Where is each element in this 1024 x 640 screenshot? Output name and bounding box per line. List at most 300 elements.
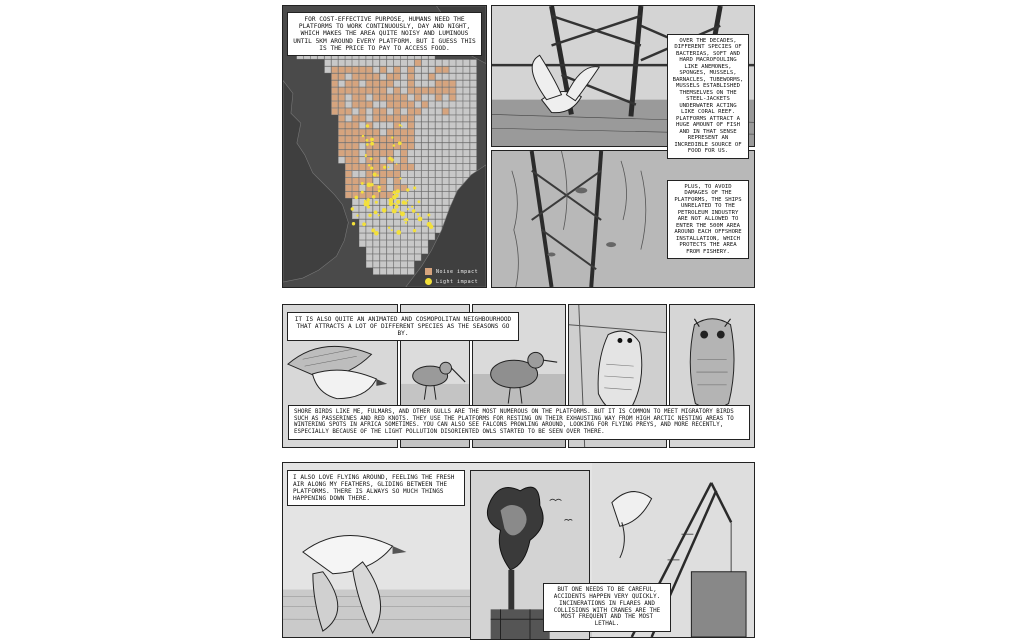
map-grid-cell [415, 87, 421, 93]
map-grid-cell [442, 150, 448, 156]
map-grid-cell [380, 129, 386, 135]
map-grid-cell [387, 150, 393, 156]
map-grid-cell [456, 101, 462, 107]
map-grid-cell [422, 233, 428, 239]
map-grid-cell [387, 67, 393, 73]
map-grid-cell [429, 199, 435, 205]
map-grid-cell [415, 101, 421, 107]
map-grid-cell [463, 157, 469, 163]
map-grid-cell [442, 143, 448, 149]
map-grid-cell [429, 150, 435, 156]
map-grid-cell [352, 74, 358, 80]
map-grid-cell [359, 164, 365, 170]
map-grid-cell [345, 192, 351, 198]
map-grid-cell [352, 157, 358, 163]
map-grid-cell [387, 240, 393, 246]
map-grid-cell [449, 80, 455, 86]
map-grid-cell [422, 87, 428, 93]
map-grid-cell [442, 164, 448, 170]
map-grid-cell [435, 94, 441, 100]
map-grid-cell [401, 87, 407, 93]
map-grid-cell [373, 108, 379, 114]
light-impact-dot [388, 166, 390, 168]
map-grid-cell [401, 254, 407, 260]
map-grid-cell [422, 129, 428, 135]
map-grid-cell [408, 150, 414, 156]
map-grid-cell [380, 87, 386, 93]
map-grid-cell [408, 101, 414, 107]
light-impact-dot [388, 157, 392, 161]
map-grid-cell [359, 101, 365, 107]
map-grid-cell [332, 80, 338, 86]
map-grid-cell [366, 219, 372, 225]
light-impact-dot [396, 230, 401, 235]
map-grid-cell [380, 60, 386, 66]
light-impact-dot [354, 196, 358, 200]
map-grid-cell [338, 143, 344, 149]
map-grid-cell [373, 80, 379, 86]
map-grid-cell [456, 122, 462, 128]
map-grid-cell [449, 74, 455, 80]
map-grid-cell [408, 247, 414, 253]
map-grid-cell [345, 164, 351, 170]
map-grid-cell [387, 60, 393, 66]
map-grid-cell [408, 143, 414, 149]
map-grid-cell [380, 178, 386, 184]
map-grid-cell [380, 219, 386, 225]
map-grid-cell [429, 206, 435, 212]
side-caption-protection: PLUS, TO AVOID DAMAGES OF THE PLATFORMS, THE SHIPS UNRELATED TO THE PETROLEUM INDUSTRY ARE NOT ALLOWED TO ENTER THE 500M AREA AROUND EACH OFFSHORE INSTALLATION, WHICH PROTECTS THE AREA FROM FISHERY. [667, 180, 749, 259]
map-grid-cell [380, 101, 386, 107]
map-grid-cell [394, 268, 400, 274]
legend-light-label: Light impact [436, 278, 479, 285]
map-grid-cell [401, 164, 407, 170]
map-grid-cell [345, 150, 351, 156]
map-grid-cell [429, 60, 435, 66]
map-grid-cell [415, 240, 421, 246]
light-impact-dot [370, 183, 373, 186]
light-impact-dot [351, 207, 354, 210]
map-grid-cell [380, 122, 386, 128]
map-grid-cell [422, 185, 428, 191]
map-grid-cell [470, 80, 476, 86]
map-grid-cell [401, 261, 407, 267]
map-grid-cell [366, 261, 372, 267]
map-grid-cell [387, 80, 393, 86]
gliding-caption: I ALSO LOVE FLYING AROUND, FEELING THE FRESH AIR ALONG MY FEATHERS, GLIDING BETWEEN THE PLATFORMS. THERE IS ALWAYS SO MUCH THINGS HAPPENING DOWN THERE. [287, 470, 465, 506]
light-impact-dot [405, 218, 408, 221]
map-grid-cell [359, 67, 365, 73]
map-grid-cell [422, 101, 428, 107]
map-grid-cell [352, 67, 358, 73]
map-grid-cell [345, 101, 351, 107]
map-grid-cell [435, 101, 441, 107]
map-grid-cell [463, 101, 469, 107]
map-grid-cell [415, 60, 421, 66]
map-grid-cell [415, 94, 421, 100]
map-grid-cell [415, 233, 421, 239]
map-grid-cell [332, 87, 338, 93]
light-impact-dot [396, 189, 400, 193]
map-grid-cell [380, 254, 386, 260]
map-grid-cell [345, 143, 351, 149]
map-grid-cell [352, 171, 358, 177]
map-grid-cell [456, 115, 462, 121]
map-grid-cell [325, 67, 331, 73]
map-grid-cell [415, 108, 421, 114]
map-grid-cell [366, 108, 372, 114]
map-grid-cell [429, 171, 435, 177]
map-grid-cell [352, 164, 358, 170]
map-grid-cell [338, 101, 344, 107]
map-grid-cell [422, 206, 428, 212]
map-grid-cell [408, 157, 414, 163]
map-grid-cell [442, 129, 448, 135]
accidents-caption: BUT ONE NEEDS TO BE CAREFUL, ACCIDENTS HAPPEN VERY QUICKLY. INCINERATIONS IN FLARES AND COLLISIONS WITH CRANES ARE THE MOST FREQUENT AND THE MOST LETHAL. [543, 583, 671, 632]
map-grid-cell [422, 178, 428, 184]
light-impact-dot [356, 214, 358, 216]
map-grid-cell [352, 60, 358, 66]
map-grid-cell [394, 94, 400, 100]
map-grid-cell [470, 67, 476, 73]
map-grid-cell [422, 199, 428, 205]
map-grid-cell [401, 157, 407, 163]
map-grid-cell [449, 115, 455, 121]
map-grid-cell [422, 240, 428, 246]
map-grid-cell [332, 67, 338, 73]
light-impact-dot [405, 222, 407, 224]
map-grid-cell [415, 164, 421, 170]
map-grid-cell [373, 178, 379, 184]
map-grid-cell [380, 226, 386, 232]
light-impact-dot [374, 231, 379, 236]
light-impact-dot [361, 191, 364, 194]
map-grid-cell [442, 108, 448, 114]
map-grid-cell [408, 261, 414, 267]
map-grid-cell [408, 115, 414, 121]
map-grid-cell [394, 60, 400, 66]
map-grid-cell [366, 240, 372, 246]
map-grid-cell [442, 122, 448, 128]
legend-noise-label: Noise impact [436, 268, 479, 275]
map-grid-cell [338, 60, 344, 66]
map-grid-cell [345, 74, 351, 80]
light-impact-dot [370, 157, 373, 160]
map-grid-cell [359, 143, 365, 149]
map-grid-cell [401, 101, 407, 107]
map-grid-cell [366, 150, 372, 156]
map-grid-cell [415, 122, 421, 128]
map-grid-cell [366, 254, 372, 260]
map-grid-cell [435, 150, 441, 156]
map-grid-cell [394, 219, 400, 225]
map-grid-cell [456, 178, 462, 184]
map-grid-cell [442, 206, 448, 212]
map-grid-cell [429, 74, 435, 80]
map-grid-cell [359, 233, 365, 239]
map-grid-cell [359, 129, 365, 135]
map-grid-cell [380, 199, 386, 205]
map-grid-cell [345, 178, 351, 184]
map-grid-cell [456, 157, 462, 163]
map-grid-cell [456, 80, 462, 86]
map-grid-cell [456, 171, 462, 177]
light-impact-dot [370, 138, 374, 142]
light-impact-dot [411, 206, 413, 208]
map-grid-cell [449, 164, 455, 170]
light-impact-dot [366, 124, 369, 127]
light-impact-dot [378, 186, 381, 189]
map-grid-cell [470, 94, 476, 100]
map-grid-cell [373, 240, 379, 246]
map-grid-cell [435, 178, 441, 184]
map-grid-cell [373, 150, 379, 156]
map-grid-cell [422, 122, 428, 128]
map-grid-cell [449, 178, 455, 184]
map-grid-cell [373, 254, 379, 260]
map-grid-cell [352, 87, 358, 93]
map-grid-cell [449, 136, 455, 142]
light-impact-dot [400, 211, 405, 216]
map-grid-cell [387, 233, 393, 239]
map-grid-cell [387, 171, 393, 177]
map-grid-cell [359, 87, 365, 93]
map-grid-cell [345, 115, 351, 121]
map-grid-cell [456, 143, 462, 149]
map-grid-cell [415, 192, 421, 198]
map-grid-cell [380, 213, 386, 219]
light-impact-dot [412, 209, 416, 213]
map-grid-cell [373, 261, 379, 267]
map-grid-cell [415, 143, 421, 149]
map-grid-cell [352, 136, 358, 142]
map-grid-cell [338, 129, 344, 135]
map-grid-cell [380, 268, 386, 274]
map-grid-cell [359, 60, 365, 66]
noise-swatch [425, 268, 432, 275]
map-grid-cell [442, 115, 448, 121]
map-grid-cell [463, 136, 469, 142]
map-grid-cell [401, 171, 407, 177]
light-impact-dot [368, 164, 370, 166]
map-grid-cell [373, 74, 379, 80]
map-grid-cell [332, 101, 338, 107]
map-caption: FOR COST-EFFECTIVE PURPOSE, HUMANS NEED THE PLATFORMS TO WORK CONTINUOUSLY, DAY AND NIGHT, WHICH MAKES THE AREA QUITE NOISY AND LUMINOUS UNTIL 5KM AROUND EVERY PLATFORM. BUT I GUESS THIS IS THE PRICE TO PAY TO ACCESS FOOD. [287, 12, 482, 56]
map-grid-cell [442, 60, 448, 66]
map-grid-cell [401, 115, 407, 121]
light-impact-dot [395, 205, 399, 209]
map-grid-cell [387, 115, 393, 121]
map-grid-cell [387, 101, 393, 107]
light-impact-dot [367, 205, 370, 208]
map-grid-cell [373, 101, 379, 107]
map-grid-cell [463, 108, 469, 114]
map-grid-cell [470, 143, 476, 149]
map-grid-cell [463, 122, 469, 128]
map-grid-cell [373, 87, 379, 93]
map-grid-cell [435, 122, 441, 128]
map-grid-cell [408, 178, 414, 184]
map-grid-cell [380, 171, 386, 177]
light-impact-dot [367, 201, 369, 203]
map-grid-cell [415, 206, 421, 212]
map-grid-cell [359, 74, 365, 80]
light-impact-dot [391, 229, 393, 231]
map-grid-cell [415, 129, 421, 135]
map-grid-cell [387, 143, 393, 149]
map-grid-cell [380, 94, 386, 100]
light-impact-dot [361, 182, 364, 185]
map-grid-cell [442, 87, 448, 93]
map-grid-cell [394, 178, 400, 184]
map-grid-cell [408, 254, 414, 260]
map-grid-cell [463, 60, 469, 66]
map-grid-cell [338, 74, 344, 80]
map-grid-cell [359, 185, 365, 191]
map-grid-cell [442, 171, 448, 177]
map-grid-cell [394, 157, 400, 163]
migratory-birds-caption: SHORE BIRDS LIKE ME, FULMARS, AND OTHER GULLS ARE THE MOST NUMEROUS ON THE PLATFORMS. BUT IT IS COMMON TO MEET MIGRATORY BIRDS SUCH AS PASSERINES AND RED KNOTS. THEY USE THE PLATFORMS FOR RESTING ON THEIR EXHAUSTING WAY FROM HIGH ARCTIC NESTING AREAS TO WINTERING SPOTS IN AFRICA SOMETIMES. YOU CAN ALSO SEE FALCONS PROWLING AROUND, LOOKING FOR FLYING PREYS, AND MORE RECENTLY, ESPECIALLY BECAUSE OF THE LIGHT POLLUTION DISORIENTED OWLS STARTED TO BE SEEN OVER THERE. [288, 405, 750, 440]
map-grid-cell [394, 101, 400, 107]
map-grid-cell [345, 80, 351, 86]
map-grid-cell [366, 247, 372, 253]
map-grid-cell [449, 60, 455, 66]
map-grid-cell [387, 129, 393, 135]
map-grid-cell [442, 199, 448, 205]
map-grid-cell [352, 108, 358, 114]
map-grid-cell [435, 171, 441, 177]
map-grid-cell [463, 115, 469, 121]
map-grid-cell [380, 74, 386, 80]
map-grid-cell [387, 185, 393, 191]
map-grid-cell [470, 122, 476, 128]
map-grid-cell [401, 240, 407, 246]
map-grid-cell [387, 247, 393, 253]
map-grid-cell [449, 185, 455, 191]
map-grid-cell [401, 80, 407, 86]
map-grid-cell [345, 87, 351, 93]
map-grid-cell [373, 157, 379, 163]
map-grid-cell [470, 60, 476, 66]
map-grid-cell [408, 122, 414, 128]
map-grid-cell [380, 192, 386, 198]
light-impact-dot [393, 191, 397, 195]
map-grid-cell [401, 136, 407, 142]
light-impact-dot [418, 217, 423, 222]
map-grid-cell [338, 122, 344, 128]
map-grid-cell [373, 247, 379, 253]
map-grid-cell [359, 213, 365, 219]
map-grid-cell [456, 67, 462, 73]
map-grid-cell [366, 101, 372, 107]
map-grid-cell [359, 157, 365, 163]
map-grid-cell [408, 213, 414, 219]
light-impact-dot [367, 198, 370, 201]
map-grid-cell [366, 87, 372, 93]
map-grid-cell [435, 67, 441, 73]
map-grid-cell [338, 94, 344, 100]
map-grid-cell [456, 74, 462, 80]
map-grid-cell [401, 192, 407, 198]
map-grid-cell [470, 129, 476, 135]
map-grid-cell [415, 115, 421, 121]
map-grid-cell [394, 80, 400, 86]
map-grid-cell [387, 74, 393, 80]
map-grid-cell [422, 143, 428, 149]
map-grid-cell [380, 115, 386, 121]
map-grid-cell [345, 60, 351, 66]
map-grid-cell [345, 108, 351, 114]
map-grid-cell [338, 108, 344, 114]
map-grid-cell [408, 171, 414, 177]
map-grid-cell [470, 157, 476, 163]
map-grid-cell [470, 164, 476, 170]
map-grid-cell [394, 87, 400, 93]
light-impact-dot [427, 222, 432, 227]
map-grid-cell [449, 150, 455, 156]
map-grid-cell [429, 80, 435, 86]
light-impact-dot [352, 222, 355, 225]
map-grid-cell [366, 67, 372, 73]
light-impact-dot [370, 142, 374, 146]
map-grid-cell [373, 67, 379, 73]
map-grid-cell [338, 67, 344, 73]
light-impact-dot [396, 163, 398, 165]
map-grid-cell [422, 60, 428, 66]
map-legend [425, 268, 478, 288]
map-grid-cell [456, 136, 462, 142]
map-grid-cell [422, 164, 428, 170]
map-grid-cell [456, 87, 462, 93]
map-grid-cell [387, 261, 393, 267]
map-grid-cell [352, 199, 358, 205]
map-grid-cell [352, 143, 358, 149]
map-grid-cell [429, 136, 435, 142]
map-grid-cell [359, 171, 365, 177]
map-grid-cell [408, 240, 414, 246]
map-grid-cell [422, 247, 428, 253]
map-grid-cell [449, 108, 455, 114]
map-grid-cell [456, 164, 462, 170]
map-grid-cell [422, 108, 428, 114]
light-impact-dot [368, 214, 371, 217]
light-impact-dot [388, 227, 390, 229]
map-grid-cell [435, 87, 441, 93]
map-grid-cell [373, 129, 379, 135]
map-grid-cell [422, 74, 428, 80]
map-grid-cell [435, 108, 441, 114]
map-grid-cell [366, 171, 372, 177]
map-grid-cell [408, 60, 414, 66]
map-grid-cell [422, 226, 428, 232]
map-grid-cell [429, 143, 435, 149]
map-grid-cell [408, 87, 414, 93]
map-grid-cell [442, 94, 448, 100]
light-impact-dot [399, 124, 401, 126]
light-impact-dot [389, 202, 394, 207]
map-grid-cell [359, 122, 365, 128]
map-grid-cell [408, 268, 414, 274]
map-grid-cell [456, 150, 462, 156]
map-grid-cell [442, 80, 448, 86]
map-grid-cell [338, 136, 344, 142]
light-impact-dot [399, 210, 401, 212]
map-grid-cell [345, 122, 351, 128]
light-impact-dot [417, 213, 419, 215]
map-grid-cell [345, 129, 351, 135]
map-grid-cell [401, 226, 407, 232]
map-grid-cell [380, 261, 386, 267]
